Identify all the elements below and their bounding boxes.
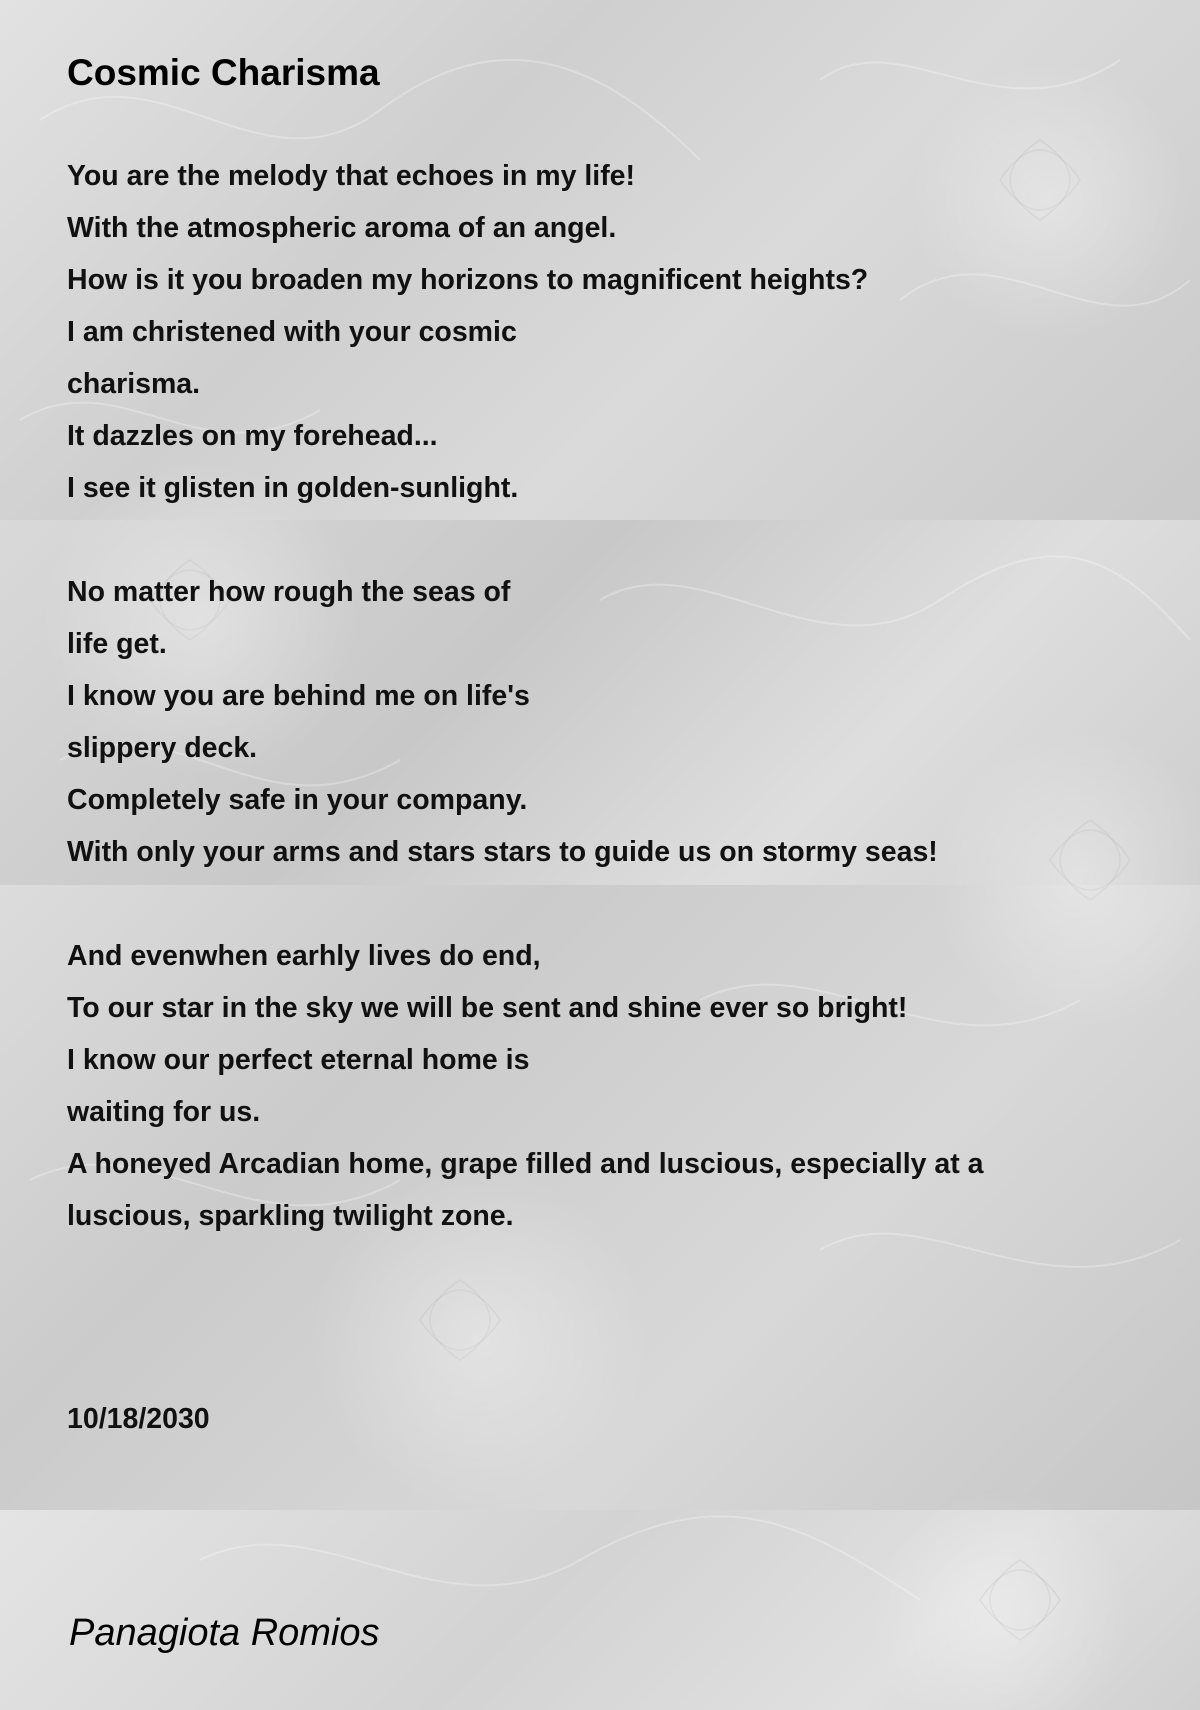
poem-line: I see it glisten in golden-sunlight. [67, 472, 519, 504]
poem-line: A honeyed Arcadian home, grape filled and luscious, especially at a [67, 1148, 984, 1180]
poem-line: With the atmospheric aroma of an angel. [67, 212, 617, 244]
poem-line: luscious, sparkling twilight zone. [67, 1200, 514, 1232]
poem-line: No matter how rough the seas of [67, 576, 511, 608]
poem-line: And evenwhen earhly lives do end, [67, 940, 541, 972]
poem-line: Completely safe in your company. [67, 784, 528, 816]
poem-line: I know you are behind me on life's [67, 680, 530, 712]
poem-line: waiting for us. [67, 1096, 261, 1128]
poem-line: It dazzles on my forehead... [67, 420, 438, 452]
poem-author: Panagiota Romios [69, 1612, 380, 1654]
poem-body [67, 150, 1167, 1294]
poem-line: life get. [67, 628, 167, 660]
poem-line: I am christened with your cosmic [67, 316, 517, 348]
poem-line: With only your arms and stars stars to guide us on stormy seas! [67, 836, 938, 868]
poem-date: 10/18/2030 [67, 1403, 210, 1435]
poem-line: You are the melody that echoes in my life! [67, 160, 636, 192]
stanza [67, 930, 1167, 1242]
poem-line: slippery deck. [67, 732, 258, 764]
poem-line: How is it you broaden my horizons to magnificent heights? [67, 264, 869, 296]
stanza [67, 150, 1167, 514]
poem-line: I know our perfect eternal home is [67, 1044, 530, 1076]
poem-line: charisma. [67, 368, 201, 400]
stanza [67, 566, 1167, 878]
poem-line: To our star in the sky we will be sent and shine ever so bright! [67, 992, 908, 1024]
poem-title: Cosmic Charisma [67, 52, 380, 93]
